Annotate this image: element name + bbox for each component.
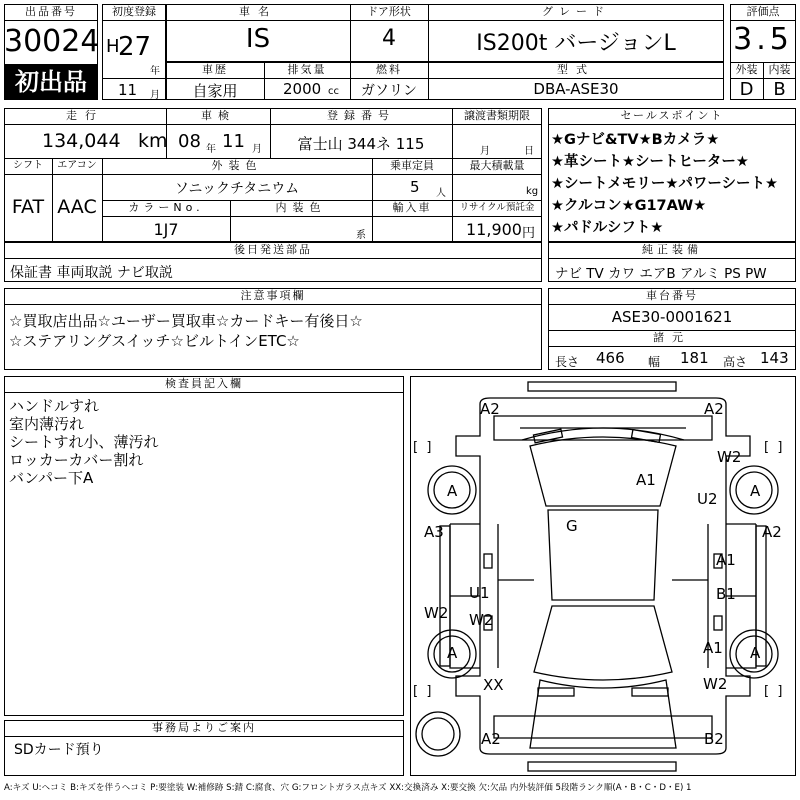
mirror-right-bracket: [ ] — [764, 440, 783, 455]
color-no: 1J7 — [153, 220, 179, 239]
score-label: 評価点 — [746, 5, 780, 18]
inspection-year: 08 — [178, 131, 201, 152]
car-name: IS — [245, 24, 271, 54]
interior-grade: B — [773, 79, 786, 100]
mark-rear-left-wheel: A — [447, 644, 458, 662]
mark-rear-right-wheel: A — [750, 644, 761, 662]
standard-equipment: ナビ TV カワ エアB アルミ PS PW — [555, 266, 767, 282]
mark-front-right-bumper: A2 — [704, 400, 724, 418]
history: 自家用 — [192, 82, 238, 100]
mileage-unit: km — [138, 130, 168, 152]
mileage-label: 走行 — [66, 109, 104, 122]
recycle-unit: 円 — [522, 226, 536, 241]
mark-roof: G — [566, 517, 578, 535]
mark-left-front-door: A3 — [424, 523, 444, 541]
interior-grade-label: 内装 — [768, 63, 791, 76]
model-code: DBA-ASE30 — [533, 80, 619, 98]
mark-front-right-wheel: A — [750, 482, 761, 500]
lot-number: 30024 — [4, 24, 100, 59]
mark-right-rocker: A2 — [762, 523, 782, 541]
standard-equipment-label: 純正装備 — [642, 243, 702, 256]
exterior-grade-label: 外装 — [735, 63, 758, 76]
transfer-label: 譲渡書類期限 — [464, 109, 530, 122]
displacement: 2000 — [283, 80, 322, 98]
mark-left-rocker: W2 — [424, 604, 449, 622]
recycle-label: リサイクル預託金 — [459, 202, 535, 213]
mark-hood: A1 — [636, 471, 656, 489]
transfer-day-unit: 日 — [524, 146, 534, 157]
caution-line: ☆買取店出品☆ユーザー買取車☆カードキー有後日☆ — [9, 312, 363, 330]
first-registration-month: 11 — [118, 81, 138, 99]
exterior-grade: D — [739, 79, 754, 100]
fuel: ガソリン — [361, 83, 417, 99]
office-label: 事務局よりご案内 — [152, 721, 256, 734]
mark-front-left-wheel: A — [447, 482, 458, 500]
recycle-amount: 11,900 — [466, 220, 522, 239]
capacity-label: 乗車定員 — [390, 159, 434, 172]
lot-number-label: 出品番号 — [25, 5, 77, 18]
mark-trunk-left: XX — [483, 676, 504, 694]
inspector-line: バンパー下A — [9, 469, 94, 487]
inspector-line: シートすれ小、薄汚れ — [9, 433, 159, 451]
mark-right-fender: W2 — [717, 448, 742, 466]
sales-point-line: ★Gナビ&TV★Bカメラ★ — [551, 132, 720, 148]
legend: A:キズ U:ヘコミ B:キズを伴うヘコミ P:要塗装 W:補修跡 S:錆 C:腐食、穴 G:フロントガラス点キズ XX:交換済み X:要交換 欠:欠品 内外装評価 5段階ランク順(A・B・C・D・E) 1 — [4, 783, 692, 793]
inspection-month-unit: 月 — [252, 144, 262, 155]
mark-left-rear-door-upper: U1 — [469, 584, 490, 602]
sales-point-line: ★クルコン★G17AW★ — [551, 198, 707, 214]
era: H — [106, 36, 120, 57]
inspector-label: 検査員記入欄 — [165, 377, 243, 390]
doors: 4 — [382, 26, 396, 51]
interior-color-label: 内装色 — [275, 201, 327, 214]
exterior-color-label: 外装色 — [211, 159, 263, 172]
inspection-year-unit: 年 — [206, 144, 216, 155]
door-label: ドア形状 — [367, 5, 411, 18]
max-load-unit: kg — [526, 186, 539, 197]
history-label: 車歴 — [202, 63, 228, 76]
aircon-label: エアコン — [57, 160, 97, 171]
grade-label: グレード — [542, 5, 610, 18]
inspector-line: ハンドルすれ — [9, 397, 100, 415]
lower-left-bracket: [ ] — [413, 684, 432, 699]
height: 143 — [760, 349, 789, 367]
first-registration-year: 27 — [118, 32, 152, 62]
office-note: SDカード預り — [14, 742, 104, 758]
displacement-label: 排気量 — [287, 63, 327, 76]
mark-rear-left-bumper: A2 — [481, 730, 501, 748]
mark-right-rear-door: B1 — [716, 585, 736, 603]
inspection-month: 11 — [222, 131, 245, 152]
mileage: 134,044 — [42, 130, 121, 152]
mark-rear-right-bumper: B2 — [704, 730, 724, 748]
sales-point-line: ★シートメモリー★パワーシート★ — [551, 176, 779, 192]
transfer-month-unit: 月 — [480, 146, 490, 157]
grade: IS200t バージョンL — [476, 31, 676, 56]
aircon: AAC — [57, 196, 97, 218]
height-label: 高さ — [723, 355, 748, 369]
inspection-label: 車検 — [201, 109, 235, 122]
chassis-label: 車台番号 — [646, 289, 698, 302]
first-registration-label: 初度登録 — [112, 5, 156, 18]
plate-label: 登録番号 — [327, 109, 395, 122]
width-label: 幅 — [648, 355, 661, 369]
model-code-label: 型式 — [557, 63, 595, 76]
displacement-unit: cc — [328, 86, 339, 97]
later-items-label: 後日発送部品 — [234, 243, 312, 256]
exterior-color: ソニックチタニウム — [174, 181, 300, 197]
inspector-line: ロッカーカバー割れ — [9, 451, 144, 469]
caution-line: ☆ステアリングスイッチ☆ビルトインETC☆ — [9, 332, 300, 350]
chassis-number: ASE30-0001621 — [611, 308, 733, 326]
details-table — [4, 108, 542, 242]
import-label: 輸入車 — [392, 201, 432, 214]
length-label: 長さ — [555, 355, 580, 369]
caution-label: 注意事項欄 — [240, 289, 306, 302]
month-unit: 月 — [150, 90, 160, 101]
sales-point-line: ★パドルシフト★ — [551, 220, 664, 236]
first-listing-text: 初出品 — [15, 68, 87, 96]
color-no-label: カラーNo. — [128, 201, 204, 214]
plate: 富士山 344ネ 115 — [297, 135, 425, 153]
mark-right-front-door: A1 — [716, 551, 736, 569]
inspector-line: 室内薄汚れ — [9, 415, 85, 433]
interior-color-unit: 系 — [356, 230, 366, 241]
max-load-label: 最大積載量 — [469, 159, 525, 172]
car-name-label: 車名 — [239, 5, 277, 18]
year-unit: 年 — [150, 66, 160, 77]
sales-point-line: ★革シート★シートヒーター★ — [551, 154, 749, 170]
shift: FAT — [11, 196, 45, 218]
mark-right-front-door-upper: U2 — [697, 490, 718, 508]
capacity-unit: 人 — [436, 188, 446, 199]
fuel-label: 燃料 — [376, 63, 402, 76]
length: 466 — [596, 349, 625, 367]
mark-front-left-bumper: A2 — [480, 400, 500, 418]
mark-right-rear-quarter: A1 — [703, 639, 723, 657]
car-diagram — [410, 376, 796, 776]
score: 3.5 — [733, 22, 793, 57]
width: 181 — [680, 349, 709, 367]
mark-right-rear-fender: W2 — [703, 675, 728, 693]
capacity: 5 — [410, 178, 420, 196]
specs-label: 諸元 — [653, 331, 691, 344]
sales-points-label: セールスポイント — [620, 109, 724, 122]
later-items: 保証書 車両取説 ナビ取説 — [10, 265, 173, 281]
mark-left-rear-door: W2 — [469, 611, 494, 629]
lower-right-bracket: [ ] — [764, 684, 783, 699]
mirror-left-bracket: [ ] — [413, 440, 432, 455]
shift-label: シフト — [13, 160, 43, 171]
